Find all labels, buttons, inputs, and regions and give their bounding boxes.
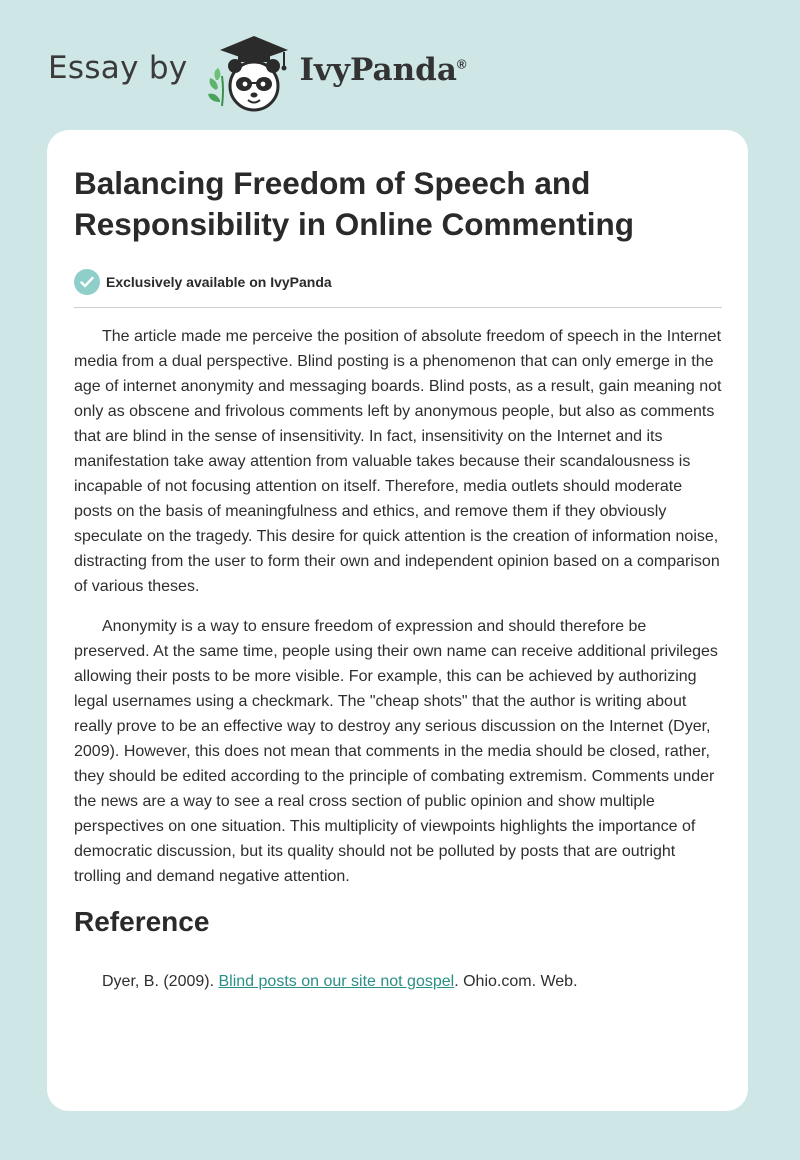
essay-by-label: Essay by	[48, 50, 188, 86]
page-title	[74, 163, 724, 245]
title-line-1: Balancing Freedom of Speech and	[74, 165, 591, 201]
check-circle-icon	[74, 269, 100, 295]
reference-suffix: . Ohio.com. Web.	[454, 973, 578, 990]
body-paragraph-2: Anonymity is a way to ensure freedom of expression and should therefore be preserved. At the same time, people using their own name can receive additional privileges allowing their posts to be more visible. For example, this can be achieved by authorizing legal usernames using a checkmark. The "cheap shots" that the author is writing about really prove to be an effective way to destroy any serious discussion on the Internet (Dyer, 2009). However, this does not mean that comments in the media should be closed, rather, they should be edited according to the principle of combating extremism. Comments under the news are a way to see a real cross section of public opinion and show multiple perspectives on one situation. This multiplicity of viewpoints highlights the importance of democratic discussion, but its quality should not be polluted by posts that are outright trolling and demand negative attention.	[74, 618, 718, 885]
reference-entry	[74, 969, 724, 994]
exclusive-badge	[74, 268, 724, 296]
title-line-2: Responsibility in Online Commenting	[74, 206, 635, 242]
brand-name[interactable]: IvyPanda®	[299, 52, 467, 88]
body-paragraph-1: The article made me perceive the position of absolute freedom of speech in the Internet media from a dual perspective. Blind posting is a phenomenon that can only emerge in the age of internet anonymity and messaging boards. Blind posts, as a result, gain meaning not only as obscene and frivolous comments left by anonymous people, but also as comments that are blind in the sense of insensitivity. In fact, insensitivity on the Internet and its manifestation take away attention from valuable takes because their scandalousness is incapable of not focusing attention on itself. Therefore, media outlets should moderate posts on the basis of meaningfulness and ethics, and remove them if they obviously speculate on the tragedy. This desire for quick attention is the creation of information noise, distracting from the user to form their own and independent opinion based on a comparison of various theses.	[74, 328, 722, 595]
divider	[74, 307, 722, 308]
panda-logo-icon[interactable]	[202, 30, 298, 114]
site-header	[48, 30, 467, 114]
reference-prefix: Dyer, B. (2009).	[102, 973, 219, 990]
exclusive-label: Exclusively available on IvyPanda	[106, 274, 332, 290]
essay-card	[47, 130, 748, 1111]
reference-link[interactable]: Blind posts on our site not gospel	[218, 973, 455, 990]
essay-content	[74, 163, 724, 994]
registered-mark: ®	[456, 56, 467, 72]
reference-heading: Reference	[74, 906, 210, 937]
